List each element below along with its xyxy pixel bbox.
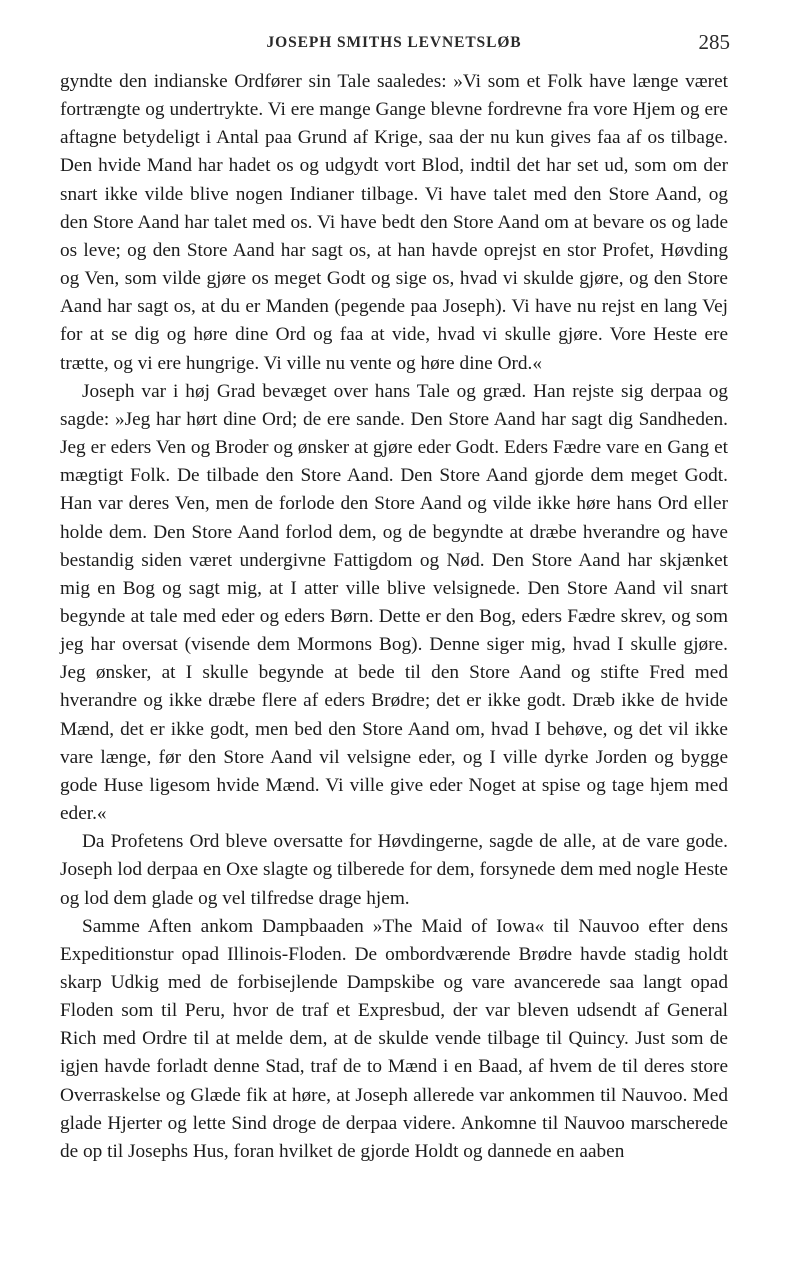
paragraph: Samme Aften ankom Dampbaaden »The Maid of Iowa« til Nauvoo efter dens Expeditionstur opad Illinois-Floden. De ombordværende Brødre havde stadig holdt skarp Udkig med de forbisejlende Dampskibe og vare avancerede saa langt opad Floden som til Peru, hvor de traf et Expresbud, der var bleven udsendt af General Rich med Ordre til at melde dem, at de skulde vende tilbage til Quincy. Just som de igjen havde forladt denne Stad, traf de to Mænd i en Baad, af hvem de til deres store Overraskelse og Glæde fik at høre, at Joseph allerede var ankommen til Nauvoo. Med glade Hjerter og lette Sind droge de derpaa videre. Ankomne til Nauvoo marscherede de op til Josephs Hus, foran hvilket de gjorde Holdt og dannede en aaben	[60, 915, 728, 1162]
paragraph: Da Profetens Ord bleve oversatte for Høvdingerne, sagde de alle, at de vare gode. Joseph lod derpaa en Oxe slagte og tilberede for dem, forsynede dem med nogle Heste og lod dem glade og vel tilfredse drage hjem.	[60, 831, 728, 909]
running-head	[60, 30, 730, 58]
paragraph: Joseph var i høj Grad bevæget over hans Tale og græd. Han rejste sig derpaa og sagde: »Jeg har hørt dine Ord; de ere sande. Den Store Aand har sagt dig Sandheden. Jeg er eders Ven og Broder og ønsker at gjøre eder Godt. Eders Fædre vare en Gang et mægtigt Folk. De tilbade den Store Aand. Den Store Aand gjorde dem meget Godt. Han var deres Ven, men de forlode den Store Aand og vilde ikke høre hans Ord eller holde dem. Den Store Aand forlod dem, og de begyndte at dræbe hverandre og have bestandig siden været undergivne Fattigdom og Nød. Den Store Aand har skjænket mig en Bog og sagt mig, at I atter ville blive velsignede. Den Store Aand vil snart begynde at tale med eder og eders Børn. Dette er den Bog, eders Fædre skrev, og som jeg har oversat (visende dem Mormons Bog). Denne siger mig, hvad I skulle gjøre. Jeg ønsker, at I skulle begynde at bede til den Store Aand og stifte Fred med hverandre og ikke dræbe flere af eders Brødre; det er ikke godt. Dræb ikke de hvide Mænd, det er ikke godt, men bed den Store Aand om, hvad I behøve, og det vil ikke vare længe, før den Store Aand vil velsigne eder, og I ville dyrke Jorden og bygge gode Huse ligesom hvide Mænd. Vi ville give eder Noget at spise og tage hjem med eder.«	[60, 380, 728, 825]
body-text	[60, 68, 728, 1166]
page-number: 285	[698, 30, 730, 54]
paragraph-continued: gyndte den indianske Ordfører sin Tale saaledes: »Vi som et Folk have længe været fortrængte og undertrykte. Vi ere mange Gange blevne fordrevne fra vore Hjem og ere aftagne betydeligt i Antal paa Grund af Krige, saa der nu kun gives faa af os tilbage. Den hvide Mand har hadet os og udgydt vort Blod, indtil det har set ud, som om der snart ikke vilde blive nogen Indianer tilbage. Vi have talet med den Store Aand, og den Store Aand har talet med os. Vi have bedt den Store Aand om at bevare os og lade os leve; og den Store Aand har sagt os, at han havde oprejst en stor Profet, Høvding og Ven, som vilde gjøre os meget Godt og sige os, hvad vi skulde gjøre, og den Store Aand har sagt os, at du er Manden (pegende paa Joseph). Vi have nu rejst en lang Vej for at se dig og høre dine Ord og faa at vide, hvad vi skulle gjøre. Vore Heste ere trætte, og vi ere hungrige. Vi ville nu vente og høre dine Ord.«	[60, 71, 728, 374]
running-title: JOSEPH SMITHS LEVNETSLØB	[266, 34, 522, 51]
